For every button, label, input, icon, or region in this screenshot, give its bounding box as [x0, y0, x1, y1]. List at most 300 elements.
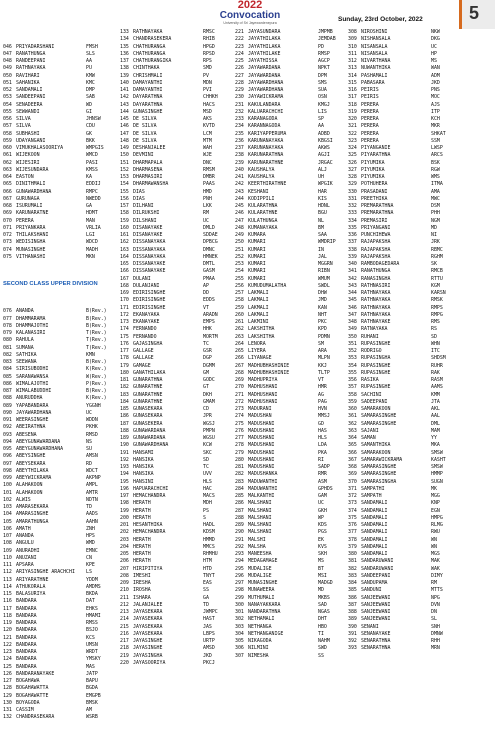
entry-number: 355 [348, 369, 357, 376]
list-item [120, 392, 232, 399]
entry-initials: EDDIJ [86, 181, 101, 188]
entry-initials: NGAS [318, 609, 330, 615]
entry-surname: CHATHURANGIKA [133, 58, 172, 64]
entry-initials: DKG [431, 36, 440, 43]
entry-number: 133 [120, 29, 129, 35]
entry-initials: HTM [203, 558, 212, 565]
entry-number: 385 [348, 587, 357, 594]
entry-surname: RAVIHARI [16, 72, 40, 79]
entry-initials: DMLD [203, 224, 215, 231]
list-item [3, 439, 115, 446]
list-item [235, 580, 347, 587]
list-item [235, 196, 347, 203]
entry-number: 288 [235, 514, 244, 521]
entry-number: 267 [235, 362, 244, 369]
list-item [235, 225, 347, 232]
entry-number: 279 [235, 449, 244, 456]
entry-surname: JAYAWARDANA [248, 72, 281, 79]
list-item [235, 131, 347, 138]
list-item [235, 486, 347, 493]
entry-surname: MADUSHANI [248, 449, 275, 456]
list-item [235, 138, 347, 145]
entry-surname: CHRISHMALI [133, 72, 163, 79]
entry-surname: NETHANGANIGE [248, 630, 284, 637]
list-item [3, 671, 115, 678]
list-item [120, 160, 232, 167]
entry-surname: JAYAWARDHANA [16, 409, 52, 416]
entry-initials: RMPS [431, 304, 443, 311]
entry-initials: ITC [431, 348, 440, 354]
entry-surname: KALUARACHCHI [248, 108, 284, 115]
entry-surname: DAMAYANTHI [133, 79, 163, 86]
entry-number: 055 [3, 108, 12, 115]
entry-initials: RHH [431, 638, 440, 644]
entry-number: 236 [235, 137, 244, 144]
list-item [348, 522, 460, 529]
entry-surname: MADHUBHASHINIE [248, 362, 290, 369]
entry-surname: ALAHAKOON [16, 482, 43, 489]
entry-initials: UC [431, 43, 437, 50]
entry-number: 232 [235, 108, 244, 115]
list-item [3, 511, 115, 518]
entry-initials: AAMS [431, 384, 443, 391]
entry-initials: EMNC [86, 547, 98, 554]
entry-surname: DHAMMAJOTHI [16, 322, 49, 329]
entry-surname: SANDAMALI [361, 507, 388, 514]
entry-number: 383 [348, 572, 357, 579]
entry-surname: LAKMINI [248, 319, 269, 325]
entry-surname: KARIYAPPERUMA [248, 130, 287, 137]
list-item [348, 464, 460, 471]
entry-initials: JWMPC [203, 609, 218, 615]
list-item [348, 529, 460, 536]
list-item [3, 678, 115, 685]
entry-surname: NISANSALA [361, 50, 388, 57]
entry-surname: PIYUMIKA [361, 159, 385, 166]
entry-surname: BANDARANAYAKE [16, 670, 55, 677]
entry-surname: SAMARAKOON [361, 406, 391, 412]
entry-initials: VT [203, 304, 209, 311]
entry-surname: DISSANAYAKE [133, 268, 166, 275]
entry-surname: IROSHA [133, 587, 151, 594]
entry-initials: DMP [86, 87, 95, 93]
entry-initials: LIS [318, 108, 327, 115]
entry-initials: KASHT [431, 456, 446, 463]
entry-surname: BANDARA [16, 634, 37, 641]
entry-number: 257 [235, 290, 244, 296]
entry-number: 336 [348, 232, 357, 238]
entry-initials: WP [318, 514, 324, 521]
entry-surname: JAYATHILAKE [248, 50, 281, 57]
entry-surname: ABEYGUNAWARDHANA [16, 446, 64, 452]
entry-surname: GUNASINGHE [133, 108, 163, 115]
list-item [348, 551, 460, 558]
list-item [3, 693, 115, 700]
entry-number: 234 [235, 123, 244, 130]
list-item [120, 276, 232, 283]
entry-initials: AKPNP [86, 475, 101, 481]
list-item [348, 239, 460, 246]
list-item [235, 73, 347, 80]
entry-number: 357 [348, 384, 357, 391]
entry-number: 277 [235, 435, 244, 441]
entry-surname: RATHNAYAKE [361, 319, 391, 325]
entry-surname: MADUSHANKA [248, 471, 278, 478]
entry-surname: RATHNAYAKA [361, 304, 391, 311]
list-item [235, 276, 347, 283]
entry-number: 190 [120, 442, 129, 449]
list-item [120, 370, 232, 377]
entry-surname: PIYARATHNA [361, 152, 391, 159]
entry-number: 096 [3, 453, 12, 460]
entry-number: 051 [3, 79, 12, 86]
entry-surname: NUWANTHIKA [361, 65, 391, 72]
entry-number: 359 [348, 398, 357, 405]
entry-number: 389 [348, 616, 357, 623]
entry-number: 097 [3, 460, 12, 467]
list-item [235, 80, 347, 87]
list-item [3, 196, 115, 203]
entry-surname: PIYUMIKA [361, 166, 385, 173]
entry-initials: UC [318, 500, 324, 507]
entry-surname: KARANNAGODA [248, 123, 281, 130]
entry-number: 384 [348, 580, 357, 586]
list-item [120, 152, 232, 159]
entry-surname: SAMARASINGHE [361, 420, 397, 427]
entry-surname: ANGULU [16, 540, 34, 547]
list-item [3, 461, 115, 468]
entry-initials: RD [86, 460, 92, 467]
list-item [235, 94, 347, 101]
list-item [235, 384, 347, 391]
entry-initials: TC [203, 464, 209, 470]
entry-initials: AMTR [86, 489, 98, 496]
entry-surname: KAUSHALYA [248, 174, 275, 180]
entry-surname: MALSHANI [248, 529, 272, 536]
list-item [3, 247, 115, 254]
entry-initials: EMGPB [86, 692, 101, 699]
entry-number: 227 [235, 72, 244, 79]
entry-surname: MADUSHANI [248, 442, 275, 449]
entry-number: 101 [3, 489, 12, 496]
entry-surname: PERERA [361, 101, 379, 108]
entry-number: 331 [348, 195, 357, 202]
entry-initials: HMMD [203, 536, 215, 543]
list-item [235, 44, 347, 51]
entry-surname: MADHUBHASHINIE [248, 369, 290, 376]
entry-number: 066 [3, 188, 12, 195]
entry-initials: HMAMI [86, 612, 101, 619]
list-item [3, 58, 115, 65]
list-item [348, 558, 460, 565]
entry-surname: JAYASEKARA [133, 630, 163, 637]
list-item [120, 515, 232, 522]
list-item [348, 493, 460, 500]
list-item [235, 203, 347, 210]
entry-surname: FERNANDO [133, 333, 157, 340]
entry-surname: RATHNAYAKA [361, 297, 391, 304]
entry-number: 084 [3, 366, 12, 373]
section-title: SECOND CLASS UPPER DIVISION [3, 280, 98, 287]
entry-number: 054 [3, 101, 12, 108]
list-item [120, 384, 232, 391]
entry-initials: WN [431, 536, 437, 543]
list-item [120, 326, 232, 333]
list-item [3, 388, 115, 395]
entry-number: 321 [348, 123, 357, 130]
entry-number: 330 [348, 188, 357, 195]
entry-surname: GAJASINGHA [133, 340, 163, 347]
entry-initials: EAS [203, 580, 212, 586]
entry-initials: KMM [431, 391, 440, 398]
entry-surname: DISSANAYAKA [133, 239, 166, 246]
entry-initials: KVTD [203, 123, 215, 130]
entry-initials: MSD [203, 108, 212, 115]
entry-surname: SANDAMALI [16, 87, 43, 93]
list-item [3, 606, 115, 613]
entry-surname: RANATHUNGA [16, 50, 46, 57]
entry-number: 225 [235, 58, 244, 64]
entry-initials: DN [431, 609, 437, 615]
list-item [3, 218, 115, 225]
list-item [3, 613, 115, 620]
entry-number: 151 [120, 159, 129, 166]
entry-number: 278 [235, 442, 244, 449]
entry-initials: ADM [431, 72, 440, 79]
entry-initials: HPS [86, 533, 95, 539]
entry-initials: MK [431, 485, 437, 492]
entry-initials: ITMA [431, 181, 443, 188]
entry-number: 104 [3, 511, 12, 518]
entry-surname: BANDARA [16, 641, 37, 648]
entry-initials: PKC [318, 319, 327, 325]
entry-initials: WDCT [86, 467, 98, 474]
entry-number: 300 [235, 601, 244, 608]
entry-number: 198 [120, 500, 129, 507]
entry-number: 132 [3, 714, 12, 721]
entry-number: 338 [348, 246, 357, 253]
list-item [120, 537, 232, 544]
entry-initials: JATP [86, 670, 98, 677]
entry-initials: GK [86, 130, 92, 137]
list-item [348, 341, 460, 348]
entry-surname: GUNASEKARA [133, 413, 163, 420]
entry-number: 069 [3, 210, 12, 217]
list-item [120, 218, 232, 225]
list-item [235, 609, 347, 616]
entry-initials: KCS [86, 634, 95, 641]
entry-surname: NETHAMALI [248, 616, 275, 623]
entry-number: 200 [120, 514, 129, 521]
entry-initials: TD [86, 504, 92, 510]
list-item [348, 116, 460, 123]
entry-surname: KARUNARATHNE [248, 159, 284, 166]
list-item [3, 316, 115, 323]
entry-number: 153 [120, 174, 129, 180]
entry-initials: AMA [431, 188, 440, 195]
list-item [120, 44, 232, 51]
entry-number: 263 [235, 333, 244, 340]
entry-surname: HERATH [133, 514, 151, 521]
entry-surname: NISHANSALA [361, 36, 391, 43]
entry-number: 053 [3, 94, 12, 101]
list-item [3, 664, 115, 671]
entry-initials: KPD [318, 326, 327, 333]
entry-surname: SENARATHNA [361, 638, 391, 644]
entry-initials: WMPGIS [86, 145, 104, 151]
entry-number: 388 [348, 609, 357, 615]
entry-number: 047 [3, 50, 12, 57]
list-item [3, 410, 115, 417]
entry-surname: NIKAGODA [248, 638, 272, 644]
list-item [348, 109, 460, 116]
entry-initials: PKA [318, 449, 327, 456]
entry-initials: SS [318, 652, 324, 659]
entry-number: 215 [120, 623, 129, 630]
entry-surname: KAKULANDARA [248, 101, 281, 108]
entry-initials: KMGJ [318, 101, 330, 108]
entry-surname: EKANAYAKA [133, 311, 160, 318]
entry-surname: RUHANI [361, 333, 379, 340]
entry-number: 354 [348, 362, 357, 369]
entry-initials: HAC [203, 485, 212, 492]
list-item [235, 377, 347, 384]
list-item [348, 566, 460, 573]
entry-number: 079 [3, 330, 12, 336]
entry-number: 275 [235, 420, 244, 427]
list-item [3, 160, 115, 167]
entry-initials: SLS [86, 50, 95, 57]
entry-initials: AGCP [318, 58, 330, 64]
entry-initials: KAN [318, 304, 327, 311]
list-item [120, 558, 232, 565]
list-item [235, 355, 347, 362]
list-item [235, 515, 347, 522]
entry-surname: SANJEEWANI [361, 609, 391, 615]
entry-surname: BANDARA [16, 649, 37, 655]
list-item [235, 297, 347, 304]
entry-number: 161 [120, 232, 129, 238]
list-item [348, 319, 460, 326]
entry-number: 207 [120, 565, 129, 572]
entry-surname: AMARASEKARA [16, 504, 49, 510]
entry-initials: SKH [318, 551, 327, 557]
entry-surname: ANANDA [16, 533, 34, 539]
entry-surname: LAKSHITHA [248, 333, 275, 340]
entry-surname: CHANDRASEKERA [133, 36, 172, 43]
entry-number: 255 [235, 275, 244, 282]
entry-surname: LIYANAGE [248, 355, 272, 362]
entry-initials: MLPN [318, 355, 330, 362]
list-item [120, 471, 232, 478]
entry-initials: KCW [203, 442, 212, 449]
list-item [348, 602, 460, 609]
entry-initials: AP [203, 282, 209, 289]
logo-title: Convocation [219, 10, 281, 21]
entry-surname: JALANJALEE [133, 601, 163, 608]
entry-surname: JAYATHILAKA [248, 36, 281, 43]
entry-surname: KULARATHNA [248, 203, 278, 209]
entry-number: 076 [3, 308, 12, 315]
list-item [235, 102, 347, 109]
entry-number: 141 [120, 87, 129, 93]
list-item [120, 377, 232, 384]
entry-number: 260 [235, 311, 244, 318]
list-item [3, 352, 115, 359]
list-item [3, 540, 115, 547]
entry-initials: MMSJ [318, 413, 330, 420]
list-item [348, 131, 460, 138]
entry-initials: DHT [318, 616, 327, 623]
entry-initials: HAR [318, 188, 327, 195]
entry-number: 127 [3, 678, 12, 684]
list-item [3, 80, 115, 87]
entry-surname: HANSIKA [133, 456, 154, 463]
entry-surname: SAMARASINGHE [361, 413, 397, 420]
entry-number: 392 [348, 638, 357, 644]
entry-initials: AMSN [86, 453, 98, 460]
list-item [3, 482, 115, 489]
entry-initials: RGW [431, 166, 440, 173]
list-item [120, 138, 232, 145]
list-item [120, 406, 232, 413]
entry-number: 191 [120, 449, 129, 456]
entry-number: 266 [235, 355, 244, 362]
entry-surname: HANSIKA [133, 471, 154, 478]
entry-surname: KUMARI [248, 261, 266, 267]
entry-initials: MRN [431, 645, 440, 652]
list-item [3, 497, 115, 504]
entry-initials: DMNW [431, 630, 443, 637]
entry-initials: KVS [318, 543, 327, 550]
list-item [120, 355, 232, 362]
list-item [120, 348, 232, 355]
list-block-3 [235, 29, 347, 660]
entry-initials: PAAS [203, 181, 215, 188]
list-item [120, 94, 232, 101]
entry-initials: AMPL [86, 482, 98, 489]
list-item [120, 645, 232, 652]
list-item [120, 464, 232, 471]
entry-initials: JRK [431, 239, 440, 246]
entry-initials: WDDN [86, 417, 98, 423]
entry-initials: RHIB [203, 36, 215, 43]
entry-number: 186 [120, 413, 129, 420]
entry-number: 342 [348, 275, 357, 282]
list-item [235, 537, 347, 544]
entry-surname: KESHANI [248, 188, 269, 195]
page-number: 5 [469, 3, 480, 23]
entry-surname: SARANAWANSA [16, 373, 49, 380]
entry-initials: SADP [318, 464, 330, 470]
list-item [348, 160, 460, 167]
entry-initials: AAHN [86, 518, 98, 525]
entry-initials: EDDS [203, 297, 215, 304]
entry-surname: LIYERA [248, 348, 266, 354]
list-item [120, 80, 232, 87]
list-item [120, 500, 232, 507]
list-item [348, 145, 460, 152]
convocation-logo [218, 0, 282, 26]
entry-initials: RGHM [431, 253, 443, 260]
entry-initials: DMTL [203, 261, 215, 267]
list-item [3, 395, 115, 402]
entry-number: 274 [235, 413, 244, 420]
entry-initials: WMS [431, 174, 440, 180]
entry-initials: KDS [318, 522, 327, 528]
entry-number: 177 [120, 348, 129, 354]
entry-surname: KAUSHALYA [248, 166, 275, 173]
